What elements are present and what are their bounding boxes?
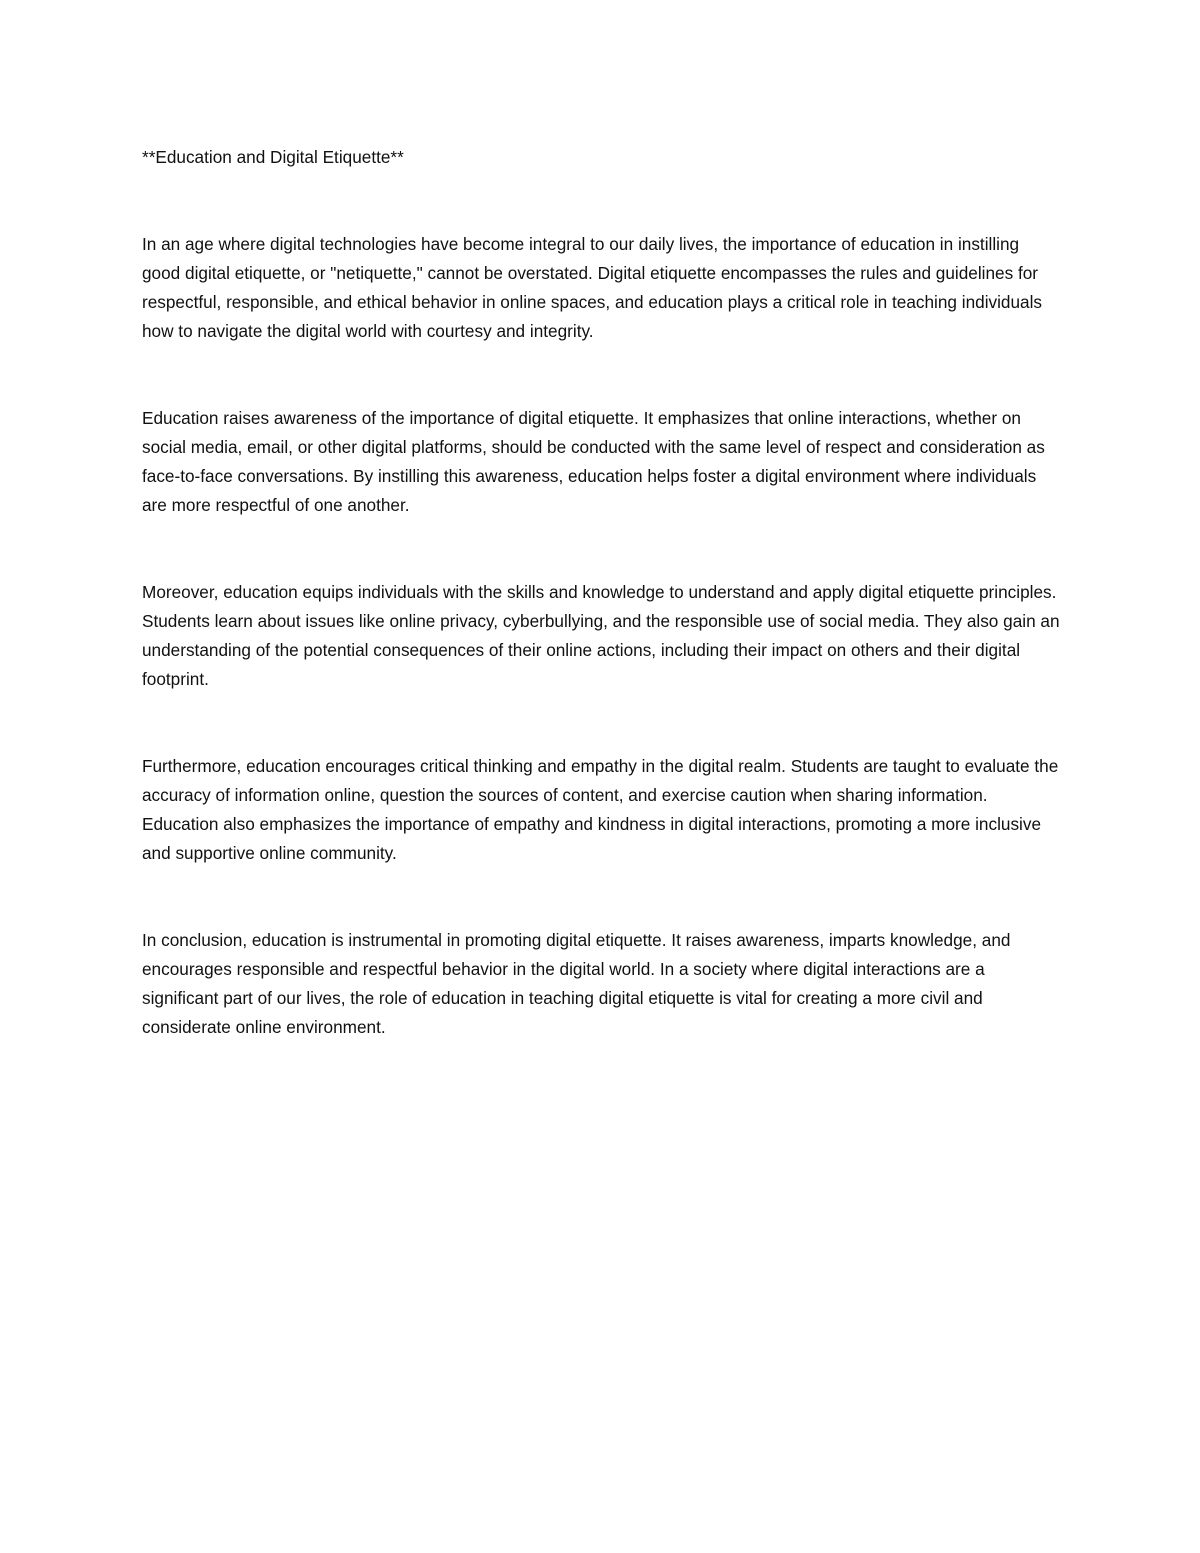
paragraph-skills: Moreover, education equips individuals with the skills and knowledge to understand and apply digital etiquette principles. Students learn about issues like online privacy, cyberbullying, and the responsible use of social media. They also gain an understanding of the potential consequences of their online actions, including their impact on others and their digital footprint. <box>142 582 1060 689</box>
document-body <box>142 143 1060 1042</box>
document-title: **Education and Digital Etiquette** <box>142 147 404 167</box>
paragraph-conclusion: In conclusion, education is instrumental in promoting digital etiquette. It raises awareness, imparts knowledge, and encourages responsible and respectful behavior in the digital world. In a society where digital interactions are a significant part of our lives, the role of education in teaching digital etiquette is vital for creating a more civil and considerate online environment. <box>142 930 1011 1037</box>
paragraph-introduction: In an age where digital technologies have become integral to our daily lives, the importance of education in instilling good digital etiquette, or "netiquette," cannot be overstated. Digital etiquette encompasses the rules and guidelines for respectful, responsible, and ethical behavior in online spaces, and education plays a critical role in teaching individuals how to navigate the digital world with courtesy and integrity. <box>142 234 1043 341</box>
paragraph-critical-thinking: Furthermore, education encourages critical thinking and empathy in the digital realm. Students are taught to evaluate the accuracy of information online, question the sources of content, and exercise caution when sharing information. Education also emphasizes the importance of empathy and kindness in digital interactions, promoting a more inclusive and supportive online community. <box>142 756 1059 863</box>
paragraph-awareness: Education raises awareness of the importance of digital etiquette. It emphasizes that online interactions, whether on social media, email, or other digital platforms, should be conducted with the same level of respect and consideration as face-to-face conversations. By instilling this awareness, education helps foster a digital environment where individuals are more respectful of one another. <box>142 408 1045 515</box>
